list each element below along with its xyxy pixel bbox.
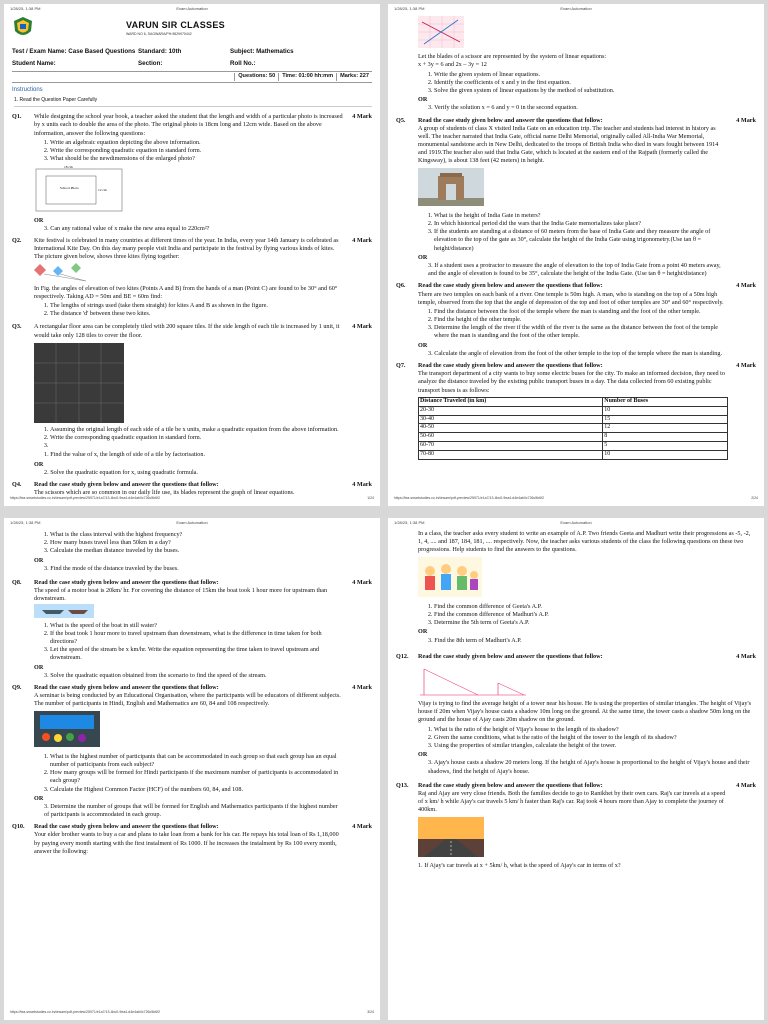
page-number: 1/24 [367,496,374,500]
page-2: 1/28/25, 1:38 PM Exam Automation Let the blades of a scissor are represented by the system of linear equations: x + 3y = 6 and 2x – 3y = 12 1. Write the given system of linear equations. 2. Identify the coefficients of x and y in the first equation. 3. Solve the given system of linear equations by the method of substitution. OR 3. Verify the solution x = 6 and y = 0 in the second equation. Q5. Read the case study given below and answer the questions that follow: A group of students of class X visited India Gate on an education trip. The teacher and students had interest in history as well. The teacher narrated that India Gate, official name Delhi Memorial, originally called All-India War Memorial, monumental sandstone arch in New Delhi, dedicated to the troops of British India who died in wars fought between 1914 and 1919.The teacher also said that India Gate, which is located at the eastern end of the Rajpath (formerly called the Kingsway), is about 138 feet (42 meters) in height. 1. What is the height of India Gate in meters? 2. In which historical period did the wars that the India Gate memorializes take place? 3. If the students are standing at a distance of 60 meters from the base of India Gate and they measure the angle of elevation to the top of the gate as 30°, calculate the height of the India Gate using trigonometry.(Use tan θ = height/distance) OR 3. If a student uses a protractor to measure the angle of elevation to the top of India Gate from a point 40 meters away, and the angle of elevation is found to be 35°, calculate the height of the India Gate. (Use tan θ = height/distance) 4 Mark Q6. Read the case study given below and answer the questions that follow: There are two temples on each bank of a river. One temple is 50m high. A man, who is standing on the top of a 50m high temple, observed from the top that the angle of depression of the top and foot of other temples are 30° and 60° respectively. 1. Find the distance between the foot of the temple where the man is standing and the foot of the other temple. 2. Find the height of the other temple. 3. Determine the length of the river if the width of the river is the same as the distance between the foot of the temple where the man is standing and the foot of the other temple. OR 3. Calculate the angle of elevation from the foot of the other temple to the top of the temple where the man is standing. 4 Mark Q7. Read the case study given below and answer the questions that follow: The transport department of a city wants to buy some electric buses for the city. To make an informed decision, they need to analyze the distance traveled by the existing public transport buses in a day. The data collected from 60 existing public transport buses is as follows: Distance Traveled (in km) Number of Buses 20-30 10 30-40 15 40-50 12 50-60 8 60-70 5 70-80 10 4 Mark https://tea.smartstudies.co.in/dnsam/pdf-preview/25971/e1a7/13-4bc0-9ea4-d4e4ab0c726c5b6f2 2/24 [388,4,764,506]
instruction-item: 1. Read the Question Paper Carefully [14,97,372,108]
question-4: Q4. Read the case study given below and answer the questions that follow: The scissors which are so common in our daily life use, its blades represent the graph of linear equations. 4 Mark [12,480,372,497]
roll-field: Roll No.: [230,60,256,68]
question-8: Q8. Read the case study given below and answer the questions that follow: The speed of a motor boat is 20km/ hr. For covering the distance of 15km the boat took 1 hour more for upstream than downstream. 1. What is the speed of the boat in still water? 2. If the boat took 1 hour more to travel upstream than downstream, what is the difference in time taken for both directions? 3. Let the speed of the stream be x km/hr. Write the equation representing the time taken to travel upstream and downstream. OR 3. Solve the quadratic equation obtained from the scenario to find the speed of the stream. 4 Mark [12,579,372,680]
print-url: https://tea.smartstudies.co.in/dnsam/pdf-preview/25971/e1a7/13-4bc0-9ea4-d4e4ab0c726c5b6f2 [10,496,161,500]
india-gate-photo [418,168,484,206]
school-name: VARUN SIR CLASSES [126,19,225,30]
page-1 [4,4,380,506]
question-7: Q7. Read the case study given below and answer the questions that follow: The transport department of a city wants to buy some electric buses for the city. To make an informed decision, they need to analyze the distance traveled by the existing public transport buses in a day. The data collected from 60 existing public transport buses is as follows: Distance Traveled (in km) Number of Buses 20-30 10 30-40 15 40-50 12 50-60 8 60-70 5 70-80 10 4 Mark [396,362,756,460]
question-10: Q10. Read the case study given below and answer the questions that follow: Your elder brother wants to buy a car and plans to take loan from a bank for his car. He repays his total loan of Rs 1,18,000 by paying every month starting with the first instalment of Rs 1000. If he increases the instalment by Rs 100 every month, answer the following: 4 Mark [12,823,372,855]
kites-figure [34,262,98,282]
question-1: Q1. While designing the school year book, a teacher asked the student that the length and width of a particular photo is increased by x units each to double the area of the photo. The original photo is 18cm long and 12cm wide. Based on the above information, answer the following questions: 1. Write an algebraic equation depicting the above information. 2. Write the corresponding quadratic equation in standard form. 3. What should be the newdimensions of the enlarged photo? 18 cm 12 cm School Photo OR 3. Can any rational value of x make the new area equal to 220cm²? 4 Mark [12,113,372,233]
table-row: 20-30 10 [419,406,728,415]
exam-time: Time: 01:00 hh:mm [278,73,336,80]
tower-shadow-figure [418,665,528,697]
boat-figure [34,604,94,618]
section-field: Section: [138,60,163,68]
photo-figure [34,164,124,212]
subject: Subject: Mathematics [230,48,294,55]
table-row: 70-80 10 [419,451,728,460]
exam-name: Test / Exam Name: Case Based Questions [12,48,136,55]
svg-text:School Photo: School Photo [60,186,79,191]
standard: Standard: 10th [138,48,182,55]
table-row: 50-60 8 [419,433,728,442]
instructions-title: Instructions [12,86,43,93]
table-row: 60-70 5 [419,442,728,451]
seminar-photo [34,711,100,747]
question-2: Q2. Kite festival is celebrated in many countries at different times of the year. In India, every year 14th January is celebrated as International Kite Day. On this day many people visit India and participate in the festival by flying various kinds of kites. The picture given below, shows three kites flying together: In Fig. the angles of elevation of two kites (Points A and B) from the hands of a man (Point C) are found to be 30° and 60° respectively. Taking AD = 50m and BE = 60m find: 1. The lengths of strings used (take them straight) for kites A and B as shown in the figure. 2. The distance 'd' between these two kites. 4 Mark [12,237,372,320]
question-count: Questions: 50 [234,73,278,80]
page-4: 1/28/25, 1:38 PM Exam Automation In a class, the teacher asks every student to write an example of A.P. Two friends Geeta and Madhuri write their progressions as -5, -2, 1, 4, .... and 187, 184, 181, .... respectively. Now, the teacher asks various students of the class the following questions on these two progressions. Help students to find the answers to the questions. 1. Find the common difference of Geeta's A.P. 2. Find the common difference of Madhuri's A.P. 3. Determine the 5th term of Geeta's A.P. OR 3. Find the 8th term of Madhuri's A.P. Q12. Read the case study given below and answer the questions that follow: 4 Mark Vijay is trying to find the average height of a tower near his house. He is using the properties of similar triangles. The height of Vijay's house if 20m when Vijay's house casts a shadow 10m long on the ground. At the same time, the tower casts a shadow 50m long on the ground and the house of Ajay casts 20m shadow on the ground. 1. What is the ratio of the height of Vijay's house to the length of its shadow? 2. Given the same conditions, what is the ratio of the height of the tower to the length of its shadow? 3. Using the properties of similar triangles, calculate the height of the tower. OR 3. Ajay's house casts a shadow 20 meters long. If the height of Ajay's house is proportional to the height of Vijay's house and their shadows, find the height of Ajay's house. Q13. Read the case study given below and answer the questions that follow: Raj and Ajay are very close friends. Both the families decide to go to Ranikhet by their own cars. Raj's car travels at a speed of x km/ h while Ajay's car travels 5 km/ h faster than Raj's car. Raj took 4 hours more than Ajay to complete the journey of 400km. 1. If Ajay's car travels at x + 5km/ h, what is the speed of Ajay's car in terms of x? 4 Mark [388,518,764,1020]
tiles-photo [34,343,124,423]
page-3: 1/28/25, 1:38 PM Exam Automation 1. What is the class interval with the highest frequency? 2. How many buses travel less than 50km in a day? 3. Calculate the median distance traveled by the buses. OR 3. Find the mode of the distance traveled by the buses. Q8. Read the case study given below and answer the questions that follow: The speed of a motor boat is 20km/ hr. For covering the distance of 15km the boat took 1 hour more for upstream than downstream. 1. What is the speed of the boat in still water? 2. If the boat took 1 hour more to travel upstream than downstream, what is the difference in time taken for both directions? 3. Let the speed of the stream be x km/hr. Write the equation representing the time taken to travel upstream and downstream. OR 3. Solve the quadratic equation obtained from the scenario to find the speed of the stream. 4 Mark Q9. Read the case study given below and answer the questions that follow: A seminar is being conducted by an Educational Organisation, where the participants will be educators of different subjects. The number of participants in Hindi, English and Mathematics are 60, 84 and 108 respectively. 1. What is the highest number of participants that can be accommodated in each group so that each group has an equal number of participants from each subject? 2. How many groups will be formed for Hindi participants if the maximum number of participants is accommodated in each group? 3. Calculate the Highest Common Factor (HCF) of the numbers 60, 84, and 108. OR 3. Determine the number of groups that will be formed for English and Mathematics participants if the highest number of participants is accommodated in each group. 4 Mark Q10. Read the case study given below and answer the questions that follow: Your elder brother wants to buy a car and plans to take loan from a bank for his car. He repays his total loan of Rs 1,18,000 by paying every month starting with the first instalment of Rs 1000. If he increases the instalment by Rs 100 every month, answer the following: 4 Mark https://tea.smartstudies.co.in/dnsam/pdf-preview/25971/e1a7/13-4bc0-9ea4-d4e4ab0c726c5b6f2 3/24 [4,518,380,1020]
bus-distance-table: Distance Traveled (in km) Number of Buses 20-30 10 30-40 15 40-50 12 50-60 8 60-70 5 70-80 10 [418,397,728,460]
print-timestamp: 1/28/25, 1:38 PM [10,6,41,11]
school-logo [12,16,34,40]
student-name-field: Student Name: [12,60,56,68]
question-13: Q13. Read the case study given below and answer the questions that follow: Raj and Ajay are very close friends. Both the families decide to go to Ranikhet by their own cars. Raj's car travels at a speed of x km/ h while Ajay's car travels 5 km/ h faster than Raj's car. Raj took 4 hours more than Ajay to complete the journey of 400km. 1. If Ajay's car travels at x + 5km/ h, what is the speed of Ajay's car in terms of x? 4 Mark [396,781,756,869]
classroom-figure [418,557,482,597]
question-5: Q5. Read the case study given below and answer the questions that follow: A group of students of class X visited India Gate on an education trip. The teacher and students had interest in history as well. The teacher narrated that India Gate, official name Delhi Memorial, originally called All-India War Memorial, monumental sandstone arch in New Delhi, dedicated to the troops of British India who died in wars fought between 1914 and 1919.The teacher also said that India Gate, which is located at the eastern end of the Rajpath (formerly called the Kingsway), is about 138 feet (42 meters) in height. 1. What is the height of India Gate in meters? 2. In which historical period did the wars that the India Gate memorializes take place? 3. If the students are standing at a distance of 60 meters from the base of India Gate and they measure the angle of elevation to the top of the gate as 30°, calculate the height of the India Gate using trigonometry.(Use tan θ = height/distance) OR 3. If a student uses a protractor to measure the angle of elevation to the top of India Gate from a point 40 meters away, and the angle of elevation is found to be 35°, calculate the height of the India Gate. (Use tan θ = height/distance) 4 Mark [396,117,756,279]
scissors-graph [418,16,464,48]
table-row: 40-50 12 [419,424,728,433]
print-header: Exam Automation [176,6,208,11]
road-photo [418,817,484,857]
question-6: Q6. Read the case study given below and answer the questions that follow: There are two temples on each bank of a river. One temple is 50m high. A man, who is standing on the top of a 50m high temple, observed from the top that the angle of depression of the top and foot of other temples are 30° and 60° respectively. 1. Find the distance between the foot of the temple where the man is standing and the foot of the other temple. 2. Find the height of the other temple. 3. Determine the length of the river if the width of the river is the same as the distance between the foot of the temple where the man is standing and the foot of the other temple. OR 3. Calculate the angle of elevation from the foot of the other temple to the top of the temple where the man is standing. 4 Mark [396,282,756,358]
school-address: WARD NO 6, SAGWARA/PH:9829970442 [126,31,192,36]
total-marks: Marks: 227 [336,73,372,80]
question-12: Q12. Read the case study given below and answer the questions that follow: 4 Mark [396,652,756,660]
question-9: Q9. Read the case study given below and answer the questions that follow: A seminar is being conducted by an Educational Organisation, where the participants will be educators of different subjects. The number of participants in Hindi, English and Mathematics are 60, 84 and 108 respectively. 1. What is the highest number of participants that can be accommodated in each group so that each group has an equal number of participants from each subject? 2. How many groups will be formed for Hindi participants if the maximum number of participants is accommodated in each group? 3. Calculate the Highest Common Factor (HCF) of the numbers 60, 84, and 108. OR 3. Determine the number of groups that will be formed for English and Mathematics participants if the highest number of participants is accommodated in each group. 4 Mark [12,684,372,819]
svg-text:18 cm: 18 cm [64,165,73,170]
question-3: Q3. A rectangular floor area can be completely tiled with 200 square tiles. If the side length of each tile is increased by 1 unit, it would take only 128 tiles to cover the floor. 1. Assuming the original length of each side of a tile be x units, make a quadratic equation from the above information. 2. Write the corresponding quadratic equation in standard form. 3. 1. Find the value of x, the length of side of a tile by factorisation. OR 2. Solve the quadratic equation for x, using quadratic formula. 4 Mark [12,323,372,477]
svg-text:12 cm: 12 cm [98,188,107,193]
table-row: 30-40 15 [419,415,728,424]
